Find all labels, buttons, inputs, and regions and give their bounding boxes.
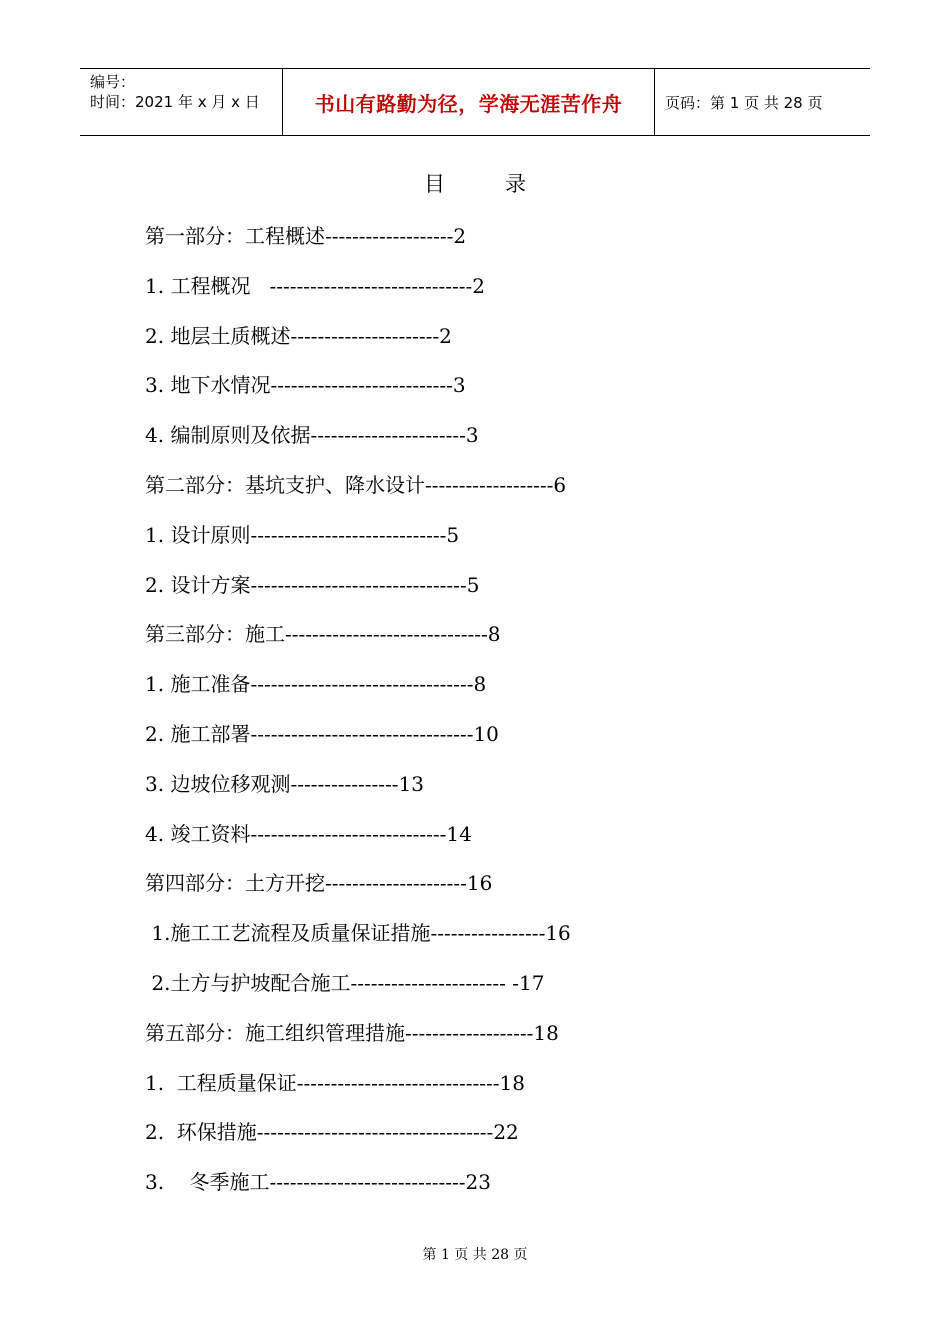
toc-entry: 1. 施工准备---------------------------------8 bbox=[145, 672, 487, 697]
header-motto: 书山有路勤为径，学海无涯苦作舟 bbox=[282, 69, 655, 135]
toc-title: 目录 bbox=[424, 172, 586, 196]
header-meta bbox=[80, 69, 282, 135]
toc-entry: 2. 施工部署---------------------------------10 bbox=[145, 721, 499, 746]
page-footer: 第 1 页 共 28 页 bbox=[422, 1247, 528, 1263]
toc-entry: 1.施工工艺流程及质量保证措施-----------------16 bbox=[145, 921, 571, 946]
toc-entry: 第五部分：施工组织管理措施-------------------18 bbox=[145, 1020, 559, 1045]
table-of-contents bbox=[145, 219, 571, 1215]
toc-entry: 2. 环保措施-----------------------------------22 bbox=[145, 1120, 519, 1145]
toc-entry: 3. 地下水情况---------------------------3 bbox=[145, 373, 466, 398]
toc-entry: 1. 工程概况 ------------------------------2 bbox=[145, 273, 485, 298]
toc-entry: 4. 编制原则及依据-----------------------3 bbox=[145, 423, 479, 448]
toc-entry: 3. 冬季施工-----------------------------23 bbox=[145, 1170, 491, 1195]
document-time-label: 时间：2021 年 x 月 x 日 bbox=[90, 93, 260, 111]
toc-entry: 2. 设计方案--------------------------------5 bbox=[145, 572, 480, 597]
header-page-info: 页码：第 1 页 共 28 页 bbox=[665, 93, 823, 112]
toc-entry: 2.土方与护坡配合施工----------------------- -17 bbox=[145, 970, 545, 995]
toc-entry: 第三部分：施工------------------------------8 bbox=[145, 622, 501, 647]
document-number-label: 编号： bbox=[90, 73, 136, 91]
toc-entry: 第二部分：基坑支护、降水设计-------------------6 bbox=[145, 472, 567, 497]
toc-entry: 4. 竣工资料-----------------------------14 bbox=[145, 821, 472, 846]
toc-entry: 1. 工程质量保证------------------------------18 bbox=[145, 1070, 525, 1095]
toc-entry: 1. 设计原则-----------------------------5 bbox=[145, 522, 460, 547]
toc-entry: 第四部分：土方开挖---------------------16 bbox=[145, 871, 493, 896]
toc-entry: 2. 地层土质概述----------------------2 bbox=[145, 323, 452, 348]
toc-entry: 3. 边坡位移观测----------------13 bbox=[145, 771, 425, 796]
toc-entry: 第一部分：工程概述-------------------2 bbox=[145, 224, 467, 248]
page-header bbox=[80, 68, 870, 136]
